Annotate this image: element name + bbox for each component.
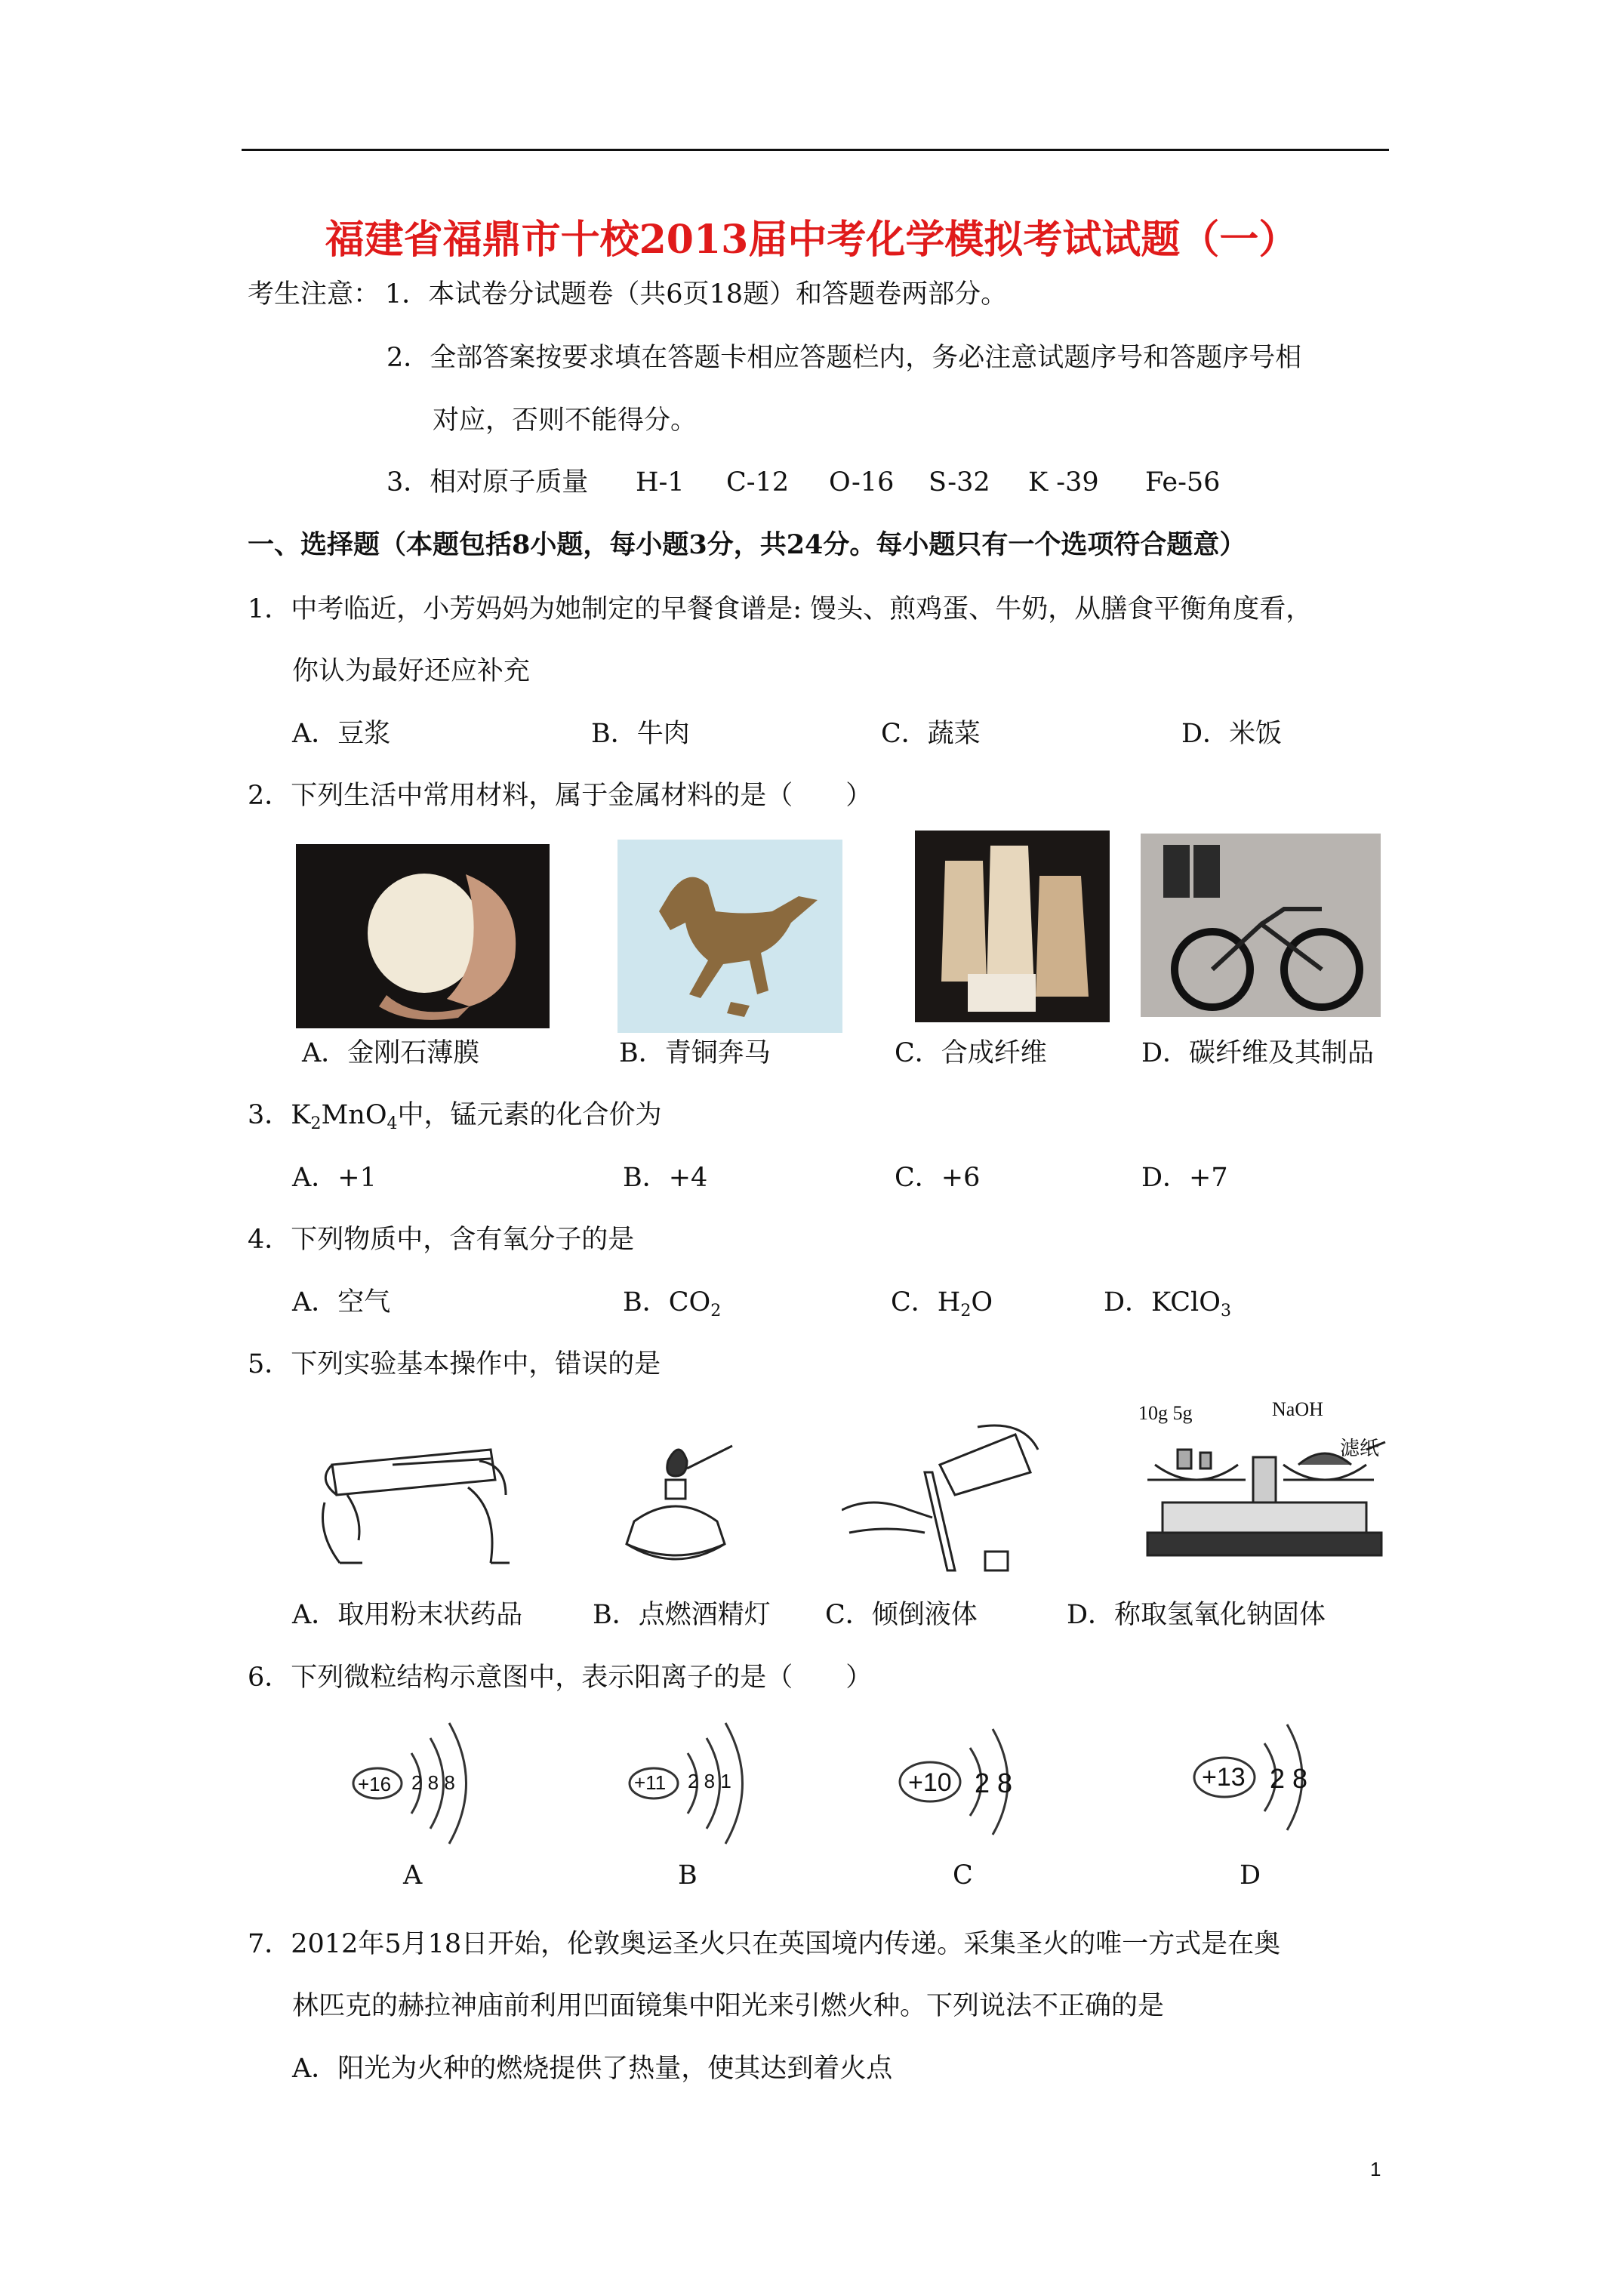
q5-option-c: C．倾倒液体	[825, 1600, 978, 1630]
page-number: 1	[1370, 2158, 1381, 2180]
notice-item-1: 1．本试卷分试题卷（共6页18题）和答题卷两部分。	[385, 279, 1008, 310]
q4-option-d: D．KClO$_3$	[1104, 1287, 1231, 1321]
q1-stem-cont: 你认为最好还应补充	[292, 656, 531, 686]
mass-fe: Fe-56	[1145, 467, 1221, 498]
q5-option-d: D．称取氢氧化钠固体	[1067, 1600, 1326, 1630]
page-title: 福建省福鼎市十校2013届中考化学模拟考试试题（一）	[325, 217, 1298, 263]
q7-stem-cont: 林匹克的赫拉神庙前利用凹面镜集中阳光来引燃火种。下列说法不正确的是	[292, 1991, 1165, 2021]
notice-label: 考生注意：	[248, 279, 380, 310]
q4-option-c: C．$H_2O$	[891, 1287, 993, 1321]
atom-b-shells: 2 8 1	[688, 1770, 731, 1792]
notice-item-2: 2．全部答案按要求填在答题卡相应答题栏内，务必注意试题序号和答题序号相	[387, 343, 1302, 373]
q6-stem: 6．下列微粒结构示意图中，表示阳离子的是（ ）	[248, 1663, 873, 1693]
balance-naoh-label: NaOH	[1272, 1398, 1323, 1420]
balance-weights-label: 10g 5g	[1138, 1402, 1193, 1424]
q3-option-c: C．+6	[895, 1163, 981, 1193]
carbon-fiber-image	[1141, 834, 1381, 1017]
notice-item-2-cont: 对应，否则不能得分。	[433, 405, 698, 436]
q4-option-b: B．$CO_2$	[623, 1287, 722, 1321]
q1-option-d: D．米饭	[1181, 719, 1283, 749]
atom-c-shells: 2 8	[975, 1767, 1013, 1798]
atom-d-nucleus: +13	[1202, 1763, 1246, 1792]
q4-stem: 4．下列物质中，含有氧分子的是	[248, 1225, 635, 1255]
balance-filter-paper-label: 滤纸	[1340, 1438, 1380, 1459]
q5-stem: 5．下列实验基本操作中，错误的是	[248, 1349, 661, 1379]
atom-a-nucleus: +16	[358, 1773, 392, 1795]
bronze-horse-image	[617, 840, 842, 1033]
q3-stem: 3．$K_2MnO_4$中，锰元素的化合价为	[248, 1100, 662, 1133]
q1-option-a: A．豆浆	[292, 719, 391, 749]
atom-b-nucleus: +11	[634, 1771, 667, 1794]
atom-a-shells: 2 8 8	[411, 1771, 455, 1794]
q3-option-b: B．+4	[623, 1163, 708, 1193]
q2-option-b: B．青铜奔马	[619, 1038, 771, 1068]
q1-stem: 1．中考临近，小芳妈妈为她制定的早餐食谱是: 馒头、煎鸡蛋、牛奶，从膳食平衡角度看，	[248, 594, 1313, 624]
q1-option-b: B．牛肉	[591, 719, 690, 749]
q4-option-a: A．空气	[292, 1287, 391, 1318]
q5-option-a: A．取用粉末状药品	[292, 1600, 523, 1630]
q7-stem: 7．2012年5月18日开始，伦敦奥运圣火只在英国境内传递。采集圣火的唯一方式是在奥	[248, 1929, 1281, 1959]
q1-option-c: C．蔬菜	[881, 719, 981, 749]
atom-c-label: C	[953, 1860, 973, 1891]
q7-option-a: A．阳光为火种的燃烧提供了热量，使其达到着火点	[292, 2054, 893, 2084]
header-rule	[242, 149, 1389, 151]
atom-a-label: A	[403, 1860, 423, 1891]
notice-item-3: 3．相对原子质量	[387, 467, 589, 498]
mass-c: C-12	[726, 467, 790, 498]
q3-option-d: D．+7	[1141, 1163, 1228, 1193]
mass-s: S-32	[929, 467, 990, 498]
atom-d-shells: 2 8	[1270, 1763, 1308, 1794]
diamond-film-image	[296, 844, 550, 1028]
powder-tube-illustration	[317, 1419, 521, 1570]
synthetic-fiber-image	[915, 831, 1110, 1022]
q2-option-a: A．金刚石薄膜	[302, 1038, 480, 1068]
alcohol-lamp-illustration	[611, 1438, 740, 1570]
q5-option-b: B．点燃酒精灯	[593, 1600, 771, 1630]
pouring-liquid-illustration	[842, 1419, 1042, 1578]
q2-option-c: C．合成纤维	[895, 1038, 1047, 1068]
atom-b-label: B	[678, 1860, 698, 1891]
atom-c-nucleus: +10	[908, 1768, 952, 1797]
mass-o: O-16	[829, 467, 895, 498]
mass-k: K -39	[1028, 467, 1099, 498]
section-heading: 一、选择题（本题包括8小题，每小题3分，共24分。每小题只有一个选项符合题意）	[248, 529, 1246, 560]
q2-option-d: D．碳纤维及其制品	[1141, 1038, 1375, 1068]
mass-h: H-1	[636, 467, 685, 498]
q3-option-a: A．+1	[292, 1163, 377, 1193]
q2-stem: 2．下列生活中常用材料，属于金属材料的是（ ）	[248, 781, 873, 811]
atom-d-label: D	[1240, 1860, 1261, 1891]
